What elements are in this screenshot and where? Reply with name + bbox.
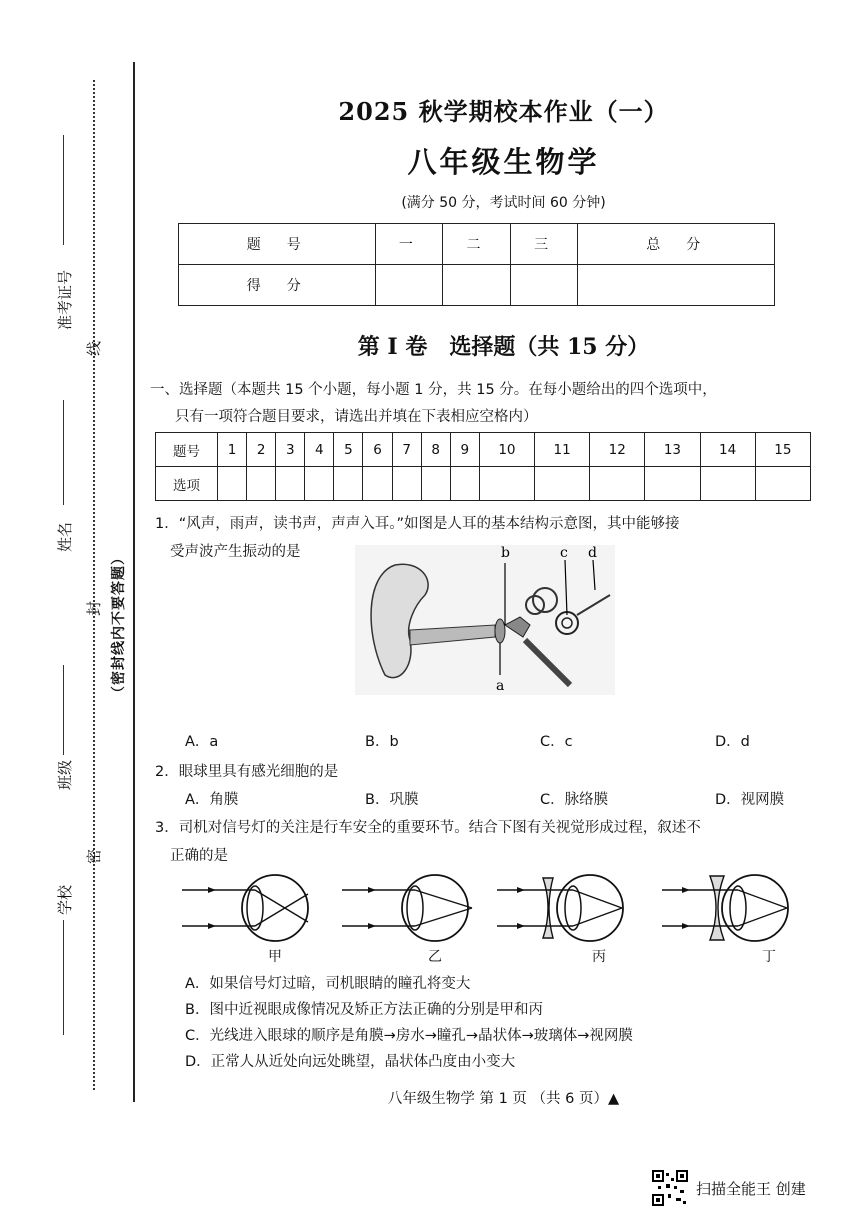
corrective-lens-shape: [543, 878, 553, 938]
q2-option-c[interactable]: C．脉络膜: [540, 792, 609, 808]
answer-number: 4: [305, 433, 334, 467]
answer-number: 13: [645, 433, 700, 467]
answer-input[interactable]: [450, 467, 479, 501]
q2-option-a[interactable]: A．角膜: [185, 792, 239, 808]
eye-label-ding: 丁: [762, 949, 776, 965]
name-label: 姓名: [56, 521, 74, 552]
eye-diagram-bing: [495, 870, 635, 945]
eye-diagram-jia: [180, 870, 320, 945]
q3-option-d[interactable]: D．正常人从近处向远处眺望，晶状体凸度由小变大: [185, 1054, 516, 1070]
q2-option-b[interactable]: B．巩膜: [365, 792, 419, 808]
exam-title: 2025 秋学期校本作业（一）: [338, 97, 669, 126]
answer-table: [155, 432, 811, 501]
answer-input[interactable]: [755, 467, 810, 501]
answer-number: 2: [247, 433, 276, 467]
answer-input[interactable]: [421, 467, 450, 501]
arrow-icon: [682, 923, 690, 929]
score-header-row: [179, 224, 775, 265]
arrow-icon: [682, 887, 690, 893]
ear-label-d: d: [588, 545, 597, 561]
answer-number: 8: [421, 433, 450, 467]
arrow-icon: [208, 887, 216, 893]
lens-shape: [407, 886, 423, 930]
answer-choice-header: 选项: [156, 467, 218, 501]
answer-number: 3: [276, 433, 305, 467]
eardrum-shape: [495, 619, 505, 643]
seal-note: （密封线内不要答题）: [111, 550, 127, 700]
qr-finder-dot: [656, 1174, 660, 1178]
score-cell-header: 题 号: [179, 224, 376, 265]
qr-finder-dot: [680, 1174, 684, 1178]
score-cell-total: 总 分: [578, 224, 775, 265]
eye-diagram-yi: [340, 870, 480, 945]
qr-module: [683, 1201, 686, 1204]
answer-input[interactable]: [247, 467, 276, 501]
arrow-icon: [368, 887, 376, 893]
score-cell-part2: 二: [443, 224, 511, 265]
answer-number: 7: [392, 433, 421, 467]
ear-label-c: c: [560, 545, 568, 561]
question-3-line-1: 3．司机对信号灯的关注是行车安全的重要环节。结合下图有关视觉形成过程，叙述不: [155, 820, 701, 836]
qr-finder-dot: [656, 1198, 660, 1202]
answer-number: 5: [334, 433, 363, 467]
ear-label-a: a: [496, 678, 505, 694]
eyeball-outline: [557, 875, 623, 941]
eyeball-outline: [242, 875, 308, 941]
answer-choice-row: [156, 467, 811, 501]
eye-label-yi: 乙: [428, 949, 442, 965]
answer-number: 10: [479, 433, 534, 467]
answer-row-header: 题号: [156, 433, 218, 467]
answer-input[interactable]: [535, 467, 590, 501]
scanner-watermark: [652, 1170, 806, 1206]
answer-input[interactable]: [590, 467, 645, 501]
q3-option-c[interactable]: C．光线进入眼球的顺序是角膜→房水→瞳孔→晶状体→玻璃体→视网膜: [185, 1028, 633, 1044]
score-row-label: 得 分: [179, 265, 376, 306]
exam-subtitle: (满分 50 分，考试时间 60 分钟): [401, 195, 606, 211]
score-input-1[interactable]: [375, 265, 443, 306]
class-underline: [63, 665, 64, 755]
answer-number: 9: [450, 433, 479, 467]
q3-option-a[interactable]: A．如果信号灯过暗，司机眼睛的瞳孔将变大: [185, 976, 471, 992]
q3-option-b[interactable]: B．图中近视眼成像情况及矫正方法正确的分别是甲和丙: [185, 1002, 543, 1018]
score-cell-part1: 一: [375, 224, 443, 265]
eye-label-bing: 丙: [592, 949, 606, 965]
secret-char: 密: [85, 848, 104, 865]
answer-input[interactable]: [363, 467, 392, 501]
scanner-watermark-text: 扫描全能王 创建: [696, 1179, 806, 1198]
qr-module: [680, 1190, 684, 1193]
answer-number: 15: [755, 433, 810, 467]
qr-code-icon: [652, 1170, 688, 1206]
answer-number: 11: [535, 433, 590, 467]
class-label: 班级: [56, 759, 74, 790]
qr-module: [674, 1186, 677, 1189]
arrow-icon: [517, 887, 525, 893]
page-footer: 八年级生物学 第 1 页 （共 6 页）▲: [387, 1091, 620, 1107]
binding-rule: [133, 62, 135, 1102]
score-input-3[interactable]: [510, 265, 578, 306]
qr-module: [676, 1198, 681, 1201]
q1-option-a[interactable]: A．a: [185, 734, 219, 750]
qr-module: [666, 1173, 669, 1176]
question-1-line-1: 1．“风声，雨声，读书声，声声入耳。”如图是人耳的基本结构示意图，其中能够接: [155, 516, 680, 532]
instruction-line-2: 只有一项符合题目要求，请选出并填在下表相应空格内）: [175, 409, 538, 425]
eye-label-jia: 甲: [268, 949, 282, 965]
answer-number: 14: [700, 433, 755, 467]
question-2-line-1: 2．眼球里具有感光细胞的是: [155, 764, 339, 780]
arrow-icon: [208, 923, 216, 929]
q1-option-d[interactable]: D．d: [715, 734, 750, 750]
dotted-seal-line: [93, 80, 95, 1090]
arrow-icon: [517, 923, 525, 929]
seal-char: 封: [85, 600, 104, 617]
ear-label-b: b: [501, 545, 510, 561]
qr-module: [666, 1184, 670, 1188]
line-char: 线: [85, 340, 104, 357]
qr-module: [668, 1194, 671, 1198]
eyeball-outline: [722, 875, 788, 941]
answer-input[interactable]: [305, 467, 334, 501]
answer-input[interactable]: [218, 467, 247, 501]
instruction-line-1: 一、选择题（本题共 15 个小题，每小题 1 分，共 15 分。在每小题给出的四个选项中，: [150, 382, 717, 398]
answer-input[interactable]: [479, 467, 534, 501]
ear-structure-diagram: [355, 545, 615, 695]
answer-input[interactable]: [392, 467, 421, 501]
answer-input[interactable]: [334, 467, 363, 501]
q2-option-d[interactable]: D．视网膜: [715, 792, 785, 808]
answer-number: 12: [590, 433, 645, 467]
answer-number: 1: [218, 433, 247, 467]
q1-option-b[interactable]: B．b: [365, 734, 399, 750]
question-3-line-2: 正确的是: [170, 848, 228, 864]
section-title: 第 I 卷 选择题（共 15 分）: [357, 334, 650, 360]
school-label: 学校: [56, 884, 74, 915]
eye-diagram-ding: [660, 870, 800, 945]
qr-module: [658, 1186, 661, 1189]
school-underline: [63, 920, 64, 1035]
name-underline: [63, 400, 64, 505]
score-input-total[interactable]: [578, 265, 775, 306]
qr-module: [671, 1178, 674, 1181]
answer-input[interactable]: [276, 467, 305, 501]
q1-option-c[interactable]: C．c: [540, 734, 573, 750]
eyeball-outline: [402, 875, 468, 941]
question-1-line-2: 受声波产生振动的是: [170, 544, 301, 560]
score-cell-part3: 三: [510, 224, 578, 265]
score-value-row: [179, 265, 775, 306]
answer-number: 6: [363, 433, 392, 467]
arrow-icon: [368, 923, 376, 929]
answer-input[interactable]: [645, 467, 700, 501]
answer-input[interactable]: [700, 467, 755, 501]
score-input-2[interactable]: [443, 265, 511, 306]
answer-number-row: [156, 433, 811, 467]
score-table: [178, 223, 775, 306]
exam-id-label: 准考证号: [56, 269, 74, 330]
subject-title: 八年级生物学: [407, 145, 600, 179]
